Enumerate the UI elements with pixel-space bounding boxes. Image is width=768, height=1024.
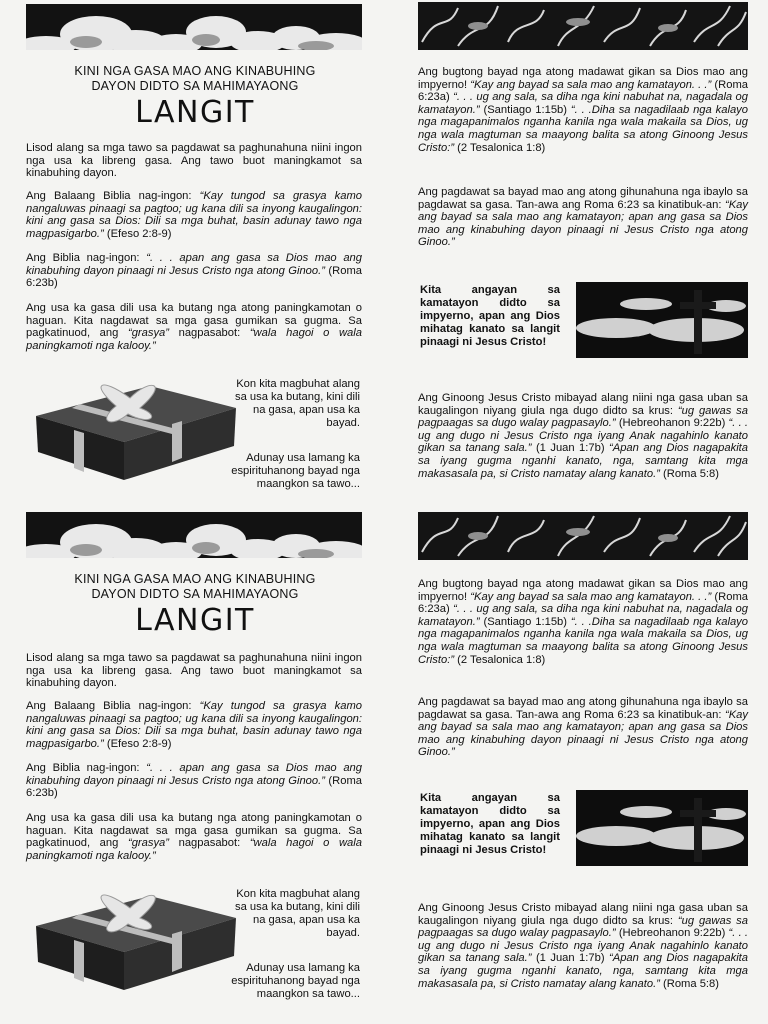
left-panel bbox=[26, 0, 364, 512]
cross-image bbox=[576, 790, 748, 866]
grasya-quote: “wala hagoi o wala paningkamoti nga kalooy.” bbox=[26, 837, 362, 862]
bayad-quote: “Kay ang bayad sa sala mao ang kamatayon; apan ang gasa sa Dios mao ang kinabuhing dayon pinaagi ni Jesus Cristo nga atong Ginoo.” bbox=[418, 198, 748, 249]
efeso-lead: Ang Balaang Biblia nag-ingon: bbox=[26, 700, 200, 712]
right-panel bbox=[416, 0, 750, 512]
clouds-banner-image bbox=[26, 4, 362, 50]
krus-quote-2: “. . . ug ang dugo ni Jesus Cristo nga iyang Anak nagahinlo kanato gikan sa tanang sala.” bbox=[418, 417, 748, 455]
impyerno-quote-1: “Kay ang bayad sa sala mao ang kamatayon. . .” bbox=[470, 78, 712, 91]
flames-banner-image bbox=[418, 512, 748, 560]
krus-lead: Ang Ginoong Jesus Cristo mibayad alang niini nga gasa uban sa kaugalingon niyang giula nga dugo didto sa krus: bbox=[418, 392, 748, 417]
grasya-mid: nagpasabot: bbox=[169, 837, 250, 850]
gift-caption-2: Adunay usa lamang ka espirituhanong bayad nga maangkon sa tawo... bbox=[231, 962, 360, 1000]
subtitle-line-1: KINI NGA GASA MAO ANG KINABUHING bbox=[74, 64, 316, 78]
efeso-quote: “Kay tungod sa grasya kamo nangaluwas pinaagi sa pagtoo; ug kana dili sa inyong kaugalingon: kini ang gasa sa Dios: Dili sa mga buhat, basin adunay tawo nga magpasigarbo.” bbox=[26, 700, 362, 750]
grasya-word: “grasya” bbox=[127, 327, 169, 340]
impyerno-paragraph bbox=[418, 578, 748, 666]
krus-lead: Ang Ginoong Jesus Cristo mibayad alang niini nga gasa uban sa kaugalingon niyang giula nga dugo didto sa krus: bbox=[418, 902, 748, 927]
efeso-paragraph bbox=[26, 190, 362, 240]
roma-quote: “. . . apan ang gasa sa Dios mao ang kinabuhing dayon pinaagi ni Jesus Cristo nga atong Ginoo.” bbox=[26, 762, 362, 787]
krus-quote-3: “Apan ang Dios nagapakita sa iyang gugma nganhi kanato, nga, samtang kita mga makasasala pa, si Cristo namatay alang kanato.” bbox=[418, 952, 749, 990]
title-block bbox=[26, 572, 364, 638]
subtitle-line-2: DAYON DIDTO SA MAHIMAYAONG bbox=[91, 79, 299, 93]
krus-ref-2: (1 Juan 1:7b) bbox=[531, 442, 610, 455]
krus-ref-3: (Roma 5:8) bbox=[659, 467, 719, 480]
roma-lead: Ang Biblia nag-ingon: bbox=[26, 762, 147, 774]
right-panel bbox=[416, 512, 750, 1024]
impyerno-ref-2: (Santiago 1:15b) bbox=[479, 103, 571, 116]
impyerno-quote-3: “. . .Diha sa nagadilaab nga kalayo nga magapanimalos nganha kanila nga wala makaila sa Dios, ug nga wala magtuman sa maayong balita sa atong Ginoong Jesus Cristo:” bbox=[418, 103, 748, 154]
impyerno-lead: Ang bugtong bayad nga atong madawat gikan sa Dios mao ang impyerno! bbox=[418, 66, 748, 91]
grasya-lead: Ang usa ka gasa dili usa ka butang nga atong paningkamotan o haguan. Kita nagdawat sa mga gasa gumikan sa gugma. Sa pagkatinuod, ang bbox=[26, 812, 362, 850]
impyerno-paragraph bbox=[418, 66, 748, 154]
kita-statement: Kita angayan sa kamatayon didto sa impyerno, apan ang Dios mihatag kanato sa langit pinaagi ni Jesus Cristo! bbox=[420, 792, 560, 856]
grasya-word: “grasya” bbox=[127, 837, 169, 850]
clouds-banner-image bbox=[26, 512, 362, 558]
roma-paragraph bbox=[26, 762, 362, 800]
impyerno-quote-1: “Kay ang bayad sa sala mao ang kamatayon. . .” bbox=[470, 590, 712, 603]
gift-box-image bbox=[30, 376, 240, 486]
krus-quote-3: “Apan ang Dios nagapakita sa iyang gugma nganhi kanato, nga, samtang kita mga makasasala pa, si Cristo namatay alang kanato.” bbox=[418, 442, 749, 480]
intro-paragraph: Lisod alang sa mga tawo sa pagdawat sa paghunahuna niini ingon nga usa ka libreng gasa. Ang tawo buot maningkamot sa kinabuhing dayon. bbox=[26, 652, 362, 690]
grasya-lead: Ang usa ka gasa dili usa ka butang nga atong paningkamotan o haguan. Kita nagdawat sa mga gasa gumikan sa gugma. Sa pagkatinuod, ang bbox=[26, 302, 362, 340]
impyerno-quote-2: “. . . ug ang sala, sa diha nga kini nabuhat na, nagadala og kamatayon.” bbox=[418, 603, 748, 628]
roma-ref: (Roma 6:23b) bbox=[26, 264, 362, 290]
gift-caption: Kon kita magbuhat alang sa usa ka butang, kini dili na gasa, apan usa ka bayad. bbox=[234, 888, 360, 939]
krus-paragraph bbox=[418, 902, 748, 990]
grasya-quote: “wala hagoi o wala paningkamoti nga kalooy.” bbox=[26, 327, 362, 352]
bayad-lead: Ang pagdawat sa bayad mao ang atong gihunahuna nga ibaylo sa pagdawat sa gasa. Tan-awa ang Roma 6:23 sa kinatibuk-an: bbox=[418, 696, 748, 721]
grasya-mid: nagpasabot: bbox=[169, 327, 250, 340]
intro-paragraph: Lisod alang sa mga tawo sa pagdawat sa paghunahuna niini ingon nga usa ka libreng gasa. Ang tawo buot maningkamot sa kinabuhing dayon. bbox=[26, 142, 362, 180]
krus-ref-3: (Roma 5:8) bbox=[659, 977, 719, 990]
krus-paragraph bbox=[418, 392, 748, 480]
bayad-paragraph bbox=[418, 696, 748, 759]
krus-quote-1: “ug gawas sa pagpaagas sa dugo walay pagpasaylo.” bbox=[418, 914, 748, 940]
bayad-paragraph bbox=[418, 186, 748, 249]
impyerno-ref-2: (Santiago 1:15b) bbox=[479, 615, 571, 628]
efeso-ref: (Efeso 2:8-9) bbox=[103, 227, 172, 240]
title-block bbox=[26, 64, 364, 130]
krus-ref-1: (Hebreohanon 9:22b) bbox=[615, 927, 729, 940]
impyerno-quote-2: “. . . ug ang sala, sa diha nga kini nabuhat na, nagadala og kamatayon.” bbox=[418, 91, 748, 116]
impyerno-lead: Ang bugtong bayad nga atong madawat gikan sa Dios mao ang impyerno! bbox=[418, 578, 748, 603]
subtitle-line-1: KINI NGA GASA MAO ANG KINABUHING bbox=[74, 572, 316, 586]
krus-ref-1: (Hebreohanon 9:22b) bbox=[615, 417, 729, 430]
kita-statement: Kita angayan sa kamatayon didto sa impyerno, apan ang Dios mihatag kanato sa langit pinaagi ni Jesus Cristo! bbox=[420, 284, 560, 348]
gift-caption: Kon kita magbuhat alang sa usa ka butang, kini dili na gasa, apan usa ka bayad. bbox=[234, 378, 360, 429]
impyerno-quote-3: “. . .Diha sa nagadilaab nga kalayo nga magapanimalos nganha kanila nga wala makaila sa Dios, ug nga wala magtuman sa maayong balita sa atong Ginoong Jesus Cristo:” bbox=[418, 615, 748, 666]
impyerno-ref-1: (Roma 6:23a) bbox=[418, 590, 748, 616]
roma-ref: (Roma 6:23b) bbox=[26, 774, 362, 800]
bayad-quote: “Kay ang bayad sa sala mao ang kamatayon; apan ang gasa sa Dios mao ang kinabuhing dayon pinaagi ni Jesus Cristo nga atong Ginoo.” bbox=[418, 708, 748, 759]
impyerno-ref-3: (2 Tesalonica 1:8) bbox=[454, 141, 546, 154]
impyerno-ref-1: (Roma 6:23a) bbox=[418, 78, 748, 104]
roma-paragraph bbox=[26, 252, 362, 290]
tract-sheet-bottom bbox=[0, 512, 768, 1024]
krus-quote-1: “ug gawas sa pagpaagas sa dugo walay pagpasaylo.” bbox=[418, 404, 748, 430]
krus-quote-2: “. . . ug ang dugo ni Jesus Cristo nga iyang Anak nagahinlo kanato gikan sa tanang sala.” bbox=[418, 927, 748, 965]
cross-image bbox=[576, 282, 748, 358]
efeso-ref: (Efeso 2:8-9) bbox=[103, 737, 172, 750]
krus-ref-2: (1 Juan 1:7b) bbox=[531, 952, 610, 965]
page-title: LANGIT bbox=[135, 603, 255, 638]
left-panel bbox=[26, 512, 364, 1024]
flames-banner-image bbox=[418, 2, 748, 50]
efeso-quote: “Kay tungod sa grasya kamo nangaluwas pinaagi sa pagtoo; ug kana dili sa inyong kaugalingon: kini ang gasa sa Dios: Dili sa mga buhat, basin adunay tawo nga magpasigarbo.” bbox=[26, 190, 362, 240]
gift-caption-2: Adunay usa lamang ka espirituhanong bayad nga maangkon sa tawo... bbox=[231, 452, 360, 490]
efeso-lead: Ang Balaang Biblia nag-ingon: bbox=[26, 190, 200, 202]
efeso-paragraph bbox=[26, 700, 362, 750]
page-title: LANGIT bbox=[135, 95, 255, 130]
impyerno-ref-3: (2 Tesalonica 1:8) bbox=[454, 653, 546, 666]
subtitle-line-2: DAYON DIDTO SA MAHIMAYAONG bbox=[91, 587, 299, 601]
roma-lead: Ang Biblia nag-ingon: bbox=[26, 252, 147, 264]
roma-quote: “. . . apan ang gasa sa Dios mao ang kinabuhing dayon pinaagi ni Jesus Cristo nga atong Ginoo.” bbox=[26, 252, 362, 277]
grasya-paragraph bbox=[26, 302, 362, 352]
bayad-lead: Ang pagdawat sa bayad mao ang atong gihunahuna nga ibaylo sa pagdawat sa gasa. Tan-awa ang Roma 6:23 sa kinatibuk-an: bbox=[418, 186, 748, 211]
grasya-paragraph bbox=[26, 812, 362, 862]
gift-box-image bbox=[30, 886, 240, 996]
